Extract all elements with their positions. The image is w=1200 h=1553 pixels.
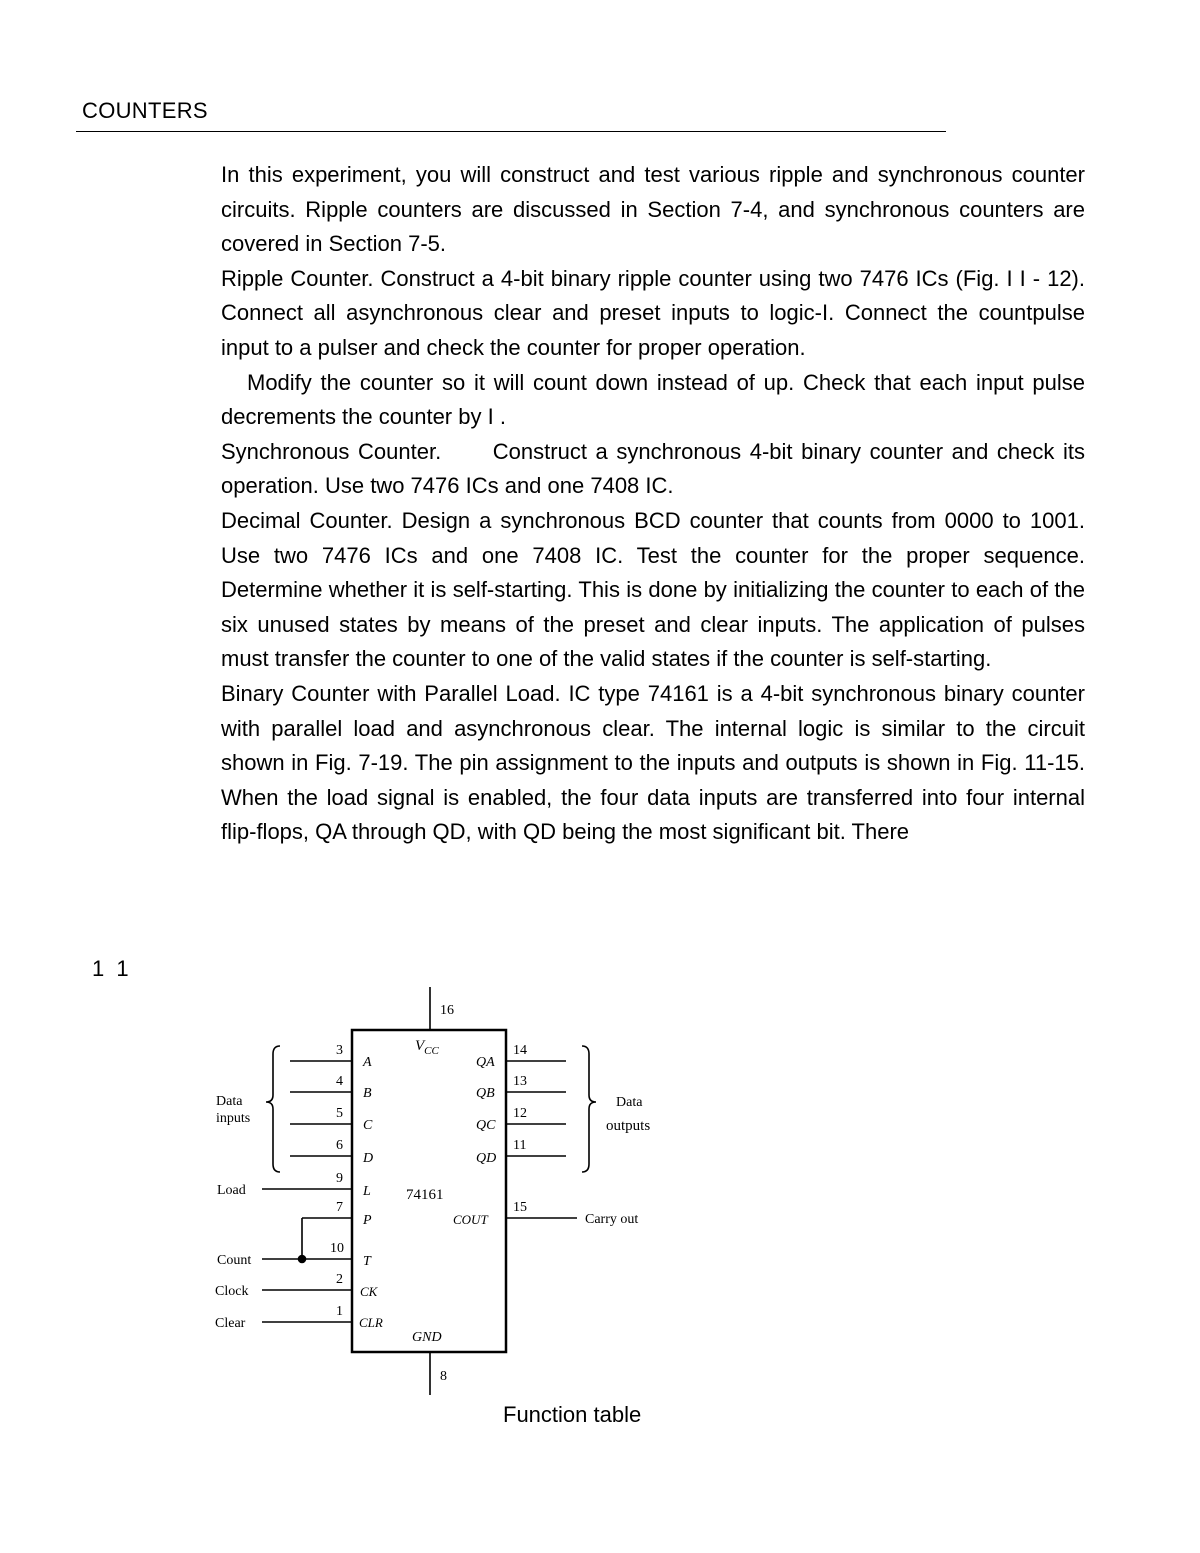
pin-qc-number: 12 <box>513 1106 527 1121</box>
carry-pin-name: COUT <box>453 1212 488 1227</box>
data-inputs-label-line2: inputs <box>216 1111 251 1126</box>
load-label: Load <box>217 1183 246 1198</box>
pin-c-number: 5 <box>336 1106 343 1121</box>
pin-c-name: C <box>363 1118 373 1133</box>
data-inputs-brace <box>266 1046 280 1172</box>
figure-caption: Function table <box>503 1402 642 1427</box>
chip-name: 74161 <box>406 1187 444 1203</box>
carry-out-label: Carry out <box>585 1212 639 1227</box>
parallel-load-paragraph: Binary Counter with Parallel Load. IC type 74161 is a 4-bit synchronous binary counter with parallel load and asynchronous clear. The internal logic is similar to the circuit shown in Fig. 7-19. The pin assignment to the inputs and outputs is shown in Fig. 11-15. When the load signal is enabled, the four data inputs are transferred into four internal flip-flops, QA through QD, with QD being the most significant bit. There <box>221 680 1085 845</box>
clock-pin-number: 2 <box>336 1272 343 1287</box>
clear-label: Clear <box>215 1316 246 1331</box>
count-pin-name: T <box>363 1254 371 1269</box>
pin-d-number: 6 <box>336 1138 343 1153</box>
load-pin-number: 9 <box>336 1171 343 1186</box>
data-outputs-label-line1: Data <box>616 1095 643 1110</box>
clear-pin-name: CLR <box>359 1315 383 1330</box>
clock-label: Clock <box>215 1284 249 1299</box>
page-heading: COUNTERS <box>82 98 208 123</box>
synchronous-counter-paragraph: Synchronous Counter. Construct a synchronous 4-bit binary counter and check its operation. Use two 7476 ICs and one 7408 IC. <box>221 438 1092 499</box>
ripple-counter-paragraph: Ripple Counter. Construct a 4-bit binary ripple counter using two 7476 ICs (Fig. I I - 12). Connect all asynchronous clear and preset inputs to logic-I. Connect the countpulse input to a pulser and check the counter for proper operation. <box>221 265 1085 360</box>
count-down-paragraph: Modify the counter so it will count down instead of up. Check that each input pulse decrements the counter by I . <box>221 369 1085 430</box>
pin-qd-name: QD <box>476 1151 497 1166</box>
count-pin-number: 10 <box>330 1241 344 1256</box>
pin-qb-name: QB <box>476 1086 495 1101</box>
pin-a-name: A <box>363 1055 372 1070</box>
pin-d-name: D <box>363 1151 374 1166</box>
vcc-pin-number: 16 <box>440 1003 454 1018</box>
p-pin-number: 7 <box>336 1200 343 1215</box>
load-pin-name: L <box>363 1184 371 1199</box>
pin-b-name: B <box>363 1086 372 1101</box>
heading-rule <box>76 131 946 132</box>
data-inputs-label-line1: Data <box>216 1094 243 1109</box>
pin-a-number: 3 <box>336 1043 343 1058</box>
pin-diagram-74161 <box>200 982 680 1405</box>
carry-pin-number: 15 <box>513 1200 527 1215</box>
clock-pin-name: CK <box>360 1284 378 1299</box>
pin-qd-number: 11 <box>513 1138 527 1153</box>
body-text <box>221 158 1092 850</box>
vcc-label: $V_{CC}$ <box>415 1038 439 1057</box>
pin-qa-number: 14 <box>513 1043 527 1058</box>
data-outputs-brace <box>582 1046 596 1172</box>
p-pin-name: P <box>363 1213 372 1228</box>
page-number: 1 1 <box>92 956 132 981</box>
clear-pin-number: 1 <box>336 1304 343 1319</box>
decimal-counter-paragraph: Decimal Counter. Design a synchronous BCD counter that counts from 0000 to 1001. Use two 7476 ICs and one 7408 IC. Test the counter for the proper sequence. Determine whether it is self-starting. This is done by initializing the counter to each of the six unused states by means of the preset and clear inputs. The application of pulses must transfer the counter to one of the valid states if the counter is self-starting. <box>221 507 1085 672</box>
gnd-label: GND <box>412 1330 442 1345</box>
pin-qa-name: QA <box>476 1055 495 1070</box>
intro-paragraph: In this experiment, you will construct and test various ripple and synchronous counter circuits. Ripple counters are discussed in Section 7-4, and synchronous counters are covered in Section 7-5. <box>221 162 1085 257</box>
pin-diagram-svg <box>200 982 680 1400</box>
gnd-pin-number: 8 <box>440 1369 447 1384</box>
count-label: Count <box>217 1253 252 1268</box>
pin-qb-number: 13 <box>513 1074 527 1089</box>
pin-qc-name: QC <box>476 1118 496 1133</box>
junction-dot <box>299 1256 306 1263</box>
data-outputs-label-line2: outputs <box>606 1118 651 1134</box>
pin-b-number: 4 <box>336 1074 343 1089</box>
